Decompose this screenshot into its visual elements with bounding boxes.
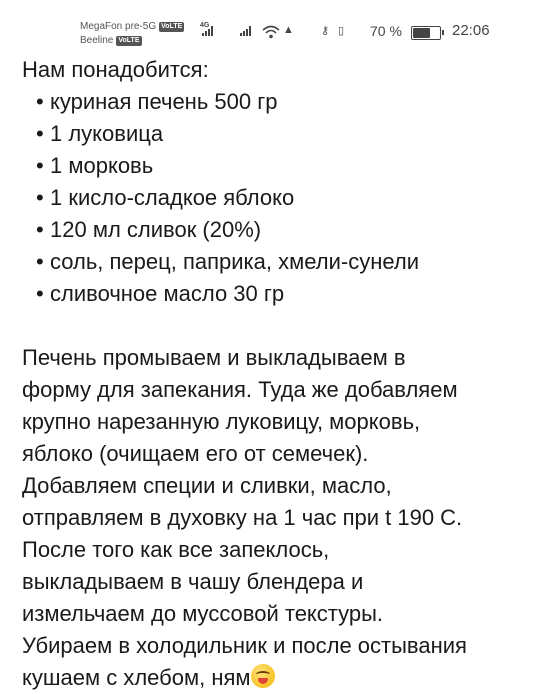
- list-item: • соль, перец, паприка, хмели-сунели: [36, 246, 527, 278]
- carrier-2-name: Beeline: [80, 35, 114, 46]
- list-item: • 120 мл сливок (20%): [36, 214, 527, 246]
- instruction-line: измельчаем до муссовой текстуры.: [22, 601, 384, 626]
- volte-badge: VoLTE: [118, 37, 140, 44]
- spacer: [22, 310, 527, 342]
- clock: 22:06: [452, 22, 490, 39]
- instruction-line: отправляем в духовку на 1 час при t 190 С.: [22, 505, 463, 530]
- list-item: • куриная печень 500 гр: [36, 86, 527, 118]
- instructions-paragraph: [22, 342, 527, 694]
- ingredients-heading: Нам понадобится:: [22, 57, 209, 82]
- signal-strength-icon: [202, 26, 213, 36]
- list-item: • 1 морковь: [36, 150, 527, 182]
- instruction-line: Добавляем специи и сливки, масло,: [22, 473, 392, 498]
- message-body: [22, 54, 527, 694]
- list-item: • 1 луковица: [36, 118, 527, 150]
- instruction-line: Убираем в холодильник и после остывания: [22, 633, 467, 658]
- battery-percent: 70 %: [370, 23, 402, 39]
- signal-strength-icon: [240, 26, 251, 36]
- vibration-icon: ▯: [338, 25, 345, 37]
- instruction-line: крупно нарезанную луковицу, морковь,: [22, 409, 421, 434]
- instruction-line: выкладываем в чашу блендера и: [22, 569, 364, 594]
- volte-badge: VoLTE: [161, 23, 183, 30]
- carrier-info: [80, 20, 184, 48]
- ingredients-list: [22, 86, 527, 310]
- wifi-icon: [262, 25, 280, 39]
- instruction-line-last: [22, 662, 527, 694]
- list-item: • 1 кисло-сладкое яблоко: [36, 182, 527, 214]
- carrier-1-name: MegaFon pre-5G: [80, 21, 157, 32]
- instruction-line: После того как все запеклось,: [22, 537, 330, 562]
- network-type-label: 4G: [200, 22, 210, 29]
- instruction-line: яблоко (очищаем его от семечек).: [22, 441, 369, 466]
- list-item: • сливочное масло 30 гр: [36, 278, 527, 310]
- instruction-line: форму для запекания. Туда же добавляем: [22, 377, 458, 402]
- key-icon: ⚷: [321, 25, 330, 37]
- instruction-line: Печень промываем и выкладываем в: [22, 345, 406, 370]
- instruction-text: кушаем с хлебом, ням: [22, 665, 251, 690]
- yum-face-emoji-icon: [251, 664, 275, 688]
- battery-icon: [411, 26, 441, 40]
- navigation-arrow-icon: ▲: [283, 24, 294, 36]
- status-bar: [0, 0, 533, 52]
